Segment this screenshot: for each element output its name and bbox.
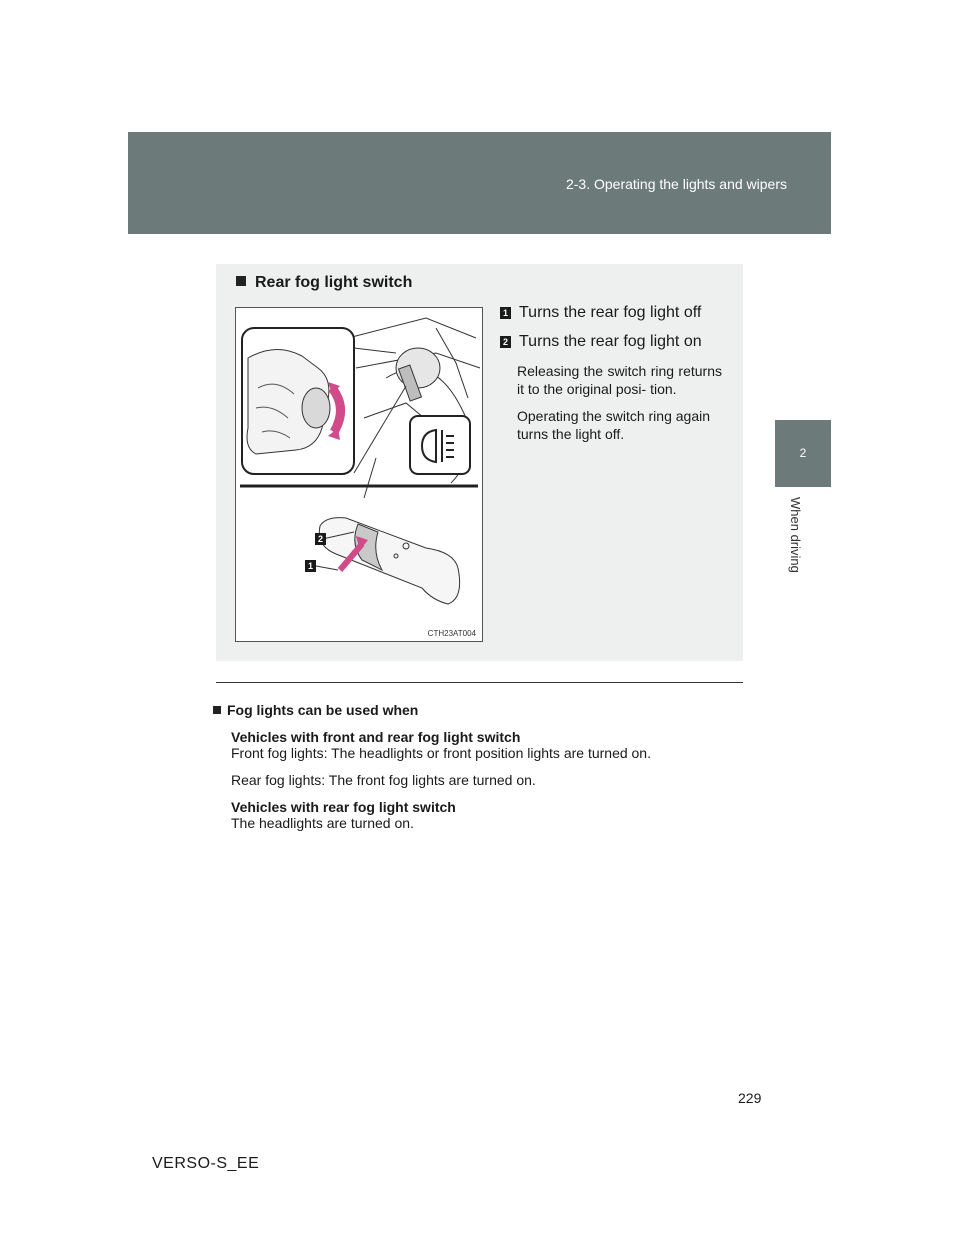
square-bullet-icon (236, 276, 246, 286)
step-number-badge: 2 (500, 336, 511, 348)
figure-label-1: 1 (305, 560, 316, 572)
info-block (231, 772, 753, 788)
info-text: Rear fog lights: The front fog lights are turned on. (231, 772, 536, 788)
header-band (128, 132, 831, 234)
info-subheading: Vehicles with rear fog light switch (231, 799, 456, 815)
switch-illustration (235, 307, 483, 642)
info-block (231, 729, 753, 761)
step-list (500, 304, 720, 443)
info-text: Front fog lights: The headlights or front position lights are turned on. (231, 745, 651, 761)
panel-heading-text: Rear fog light switch (255, 274, 413, 291)
page-number: 229 (738, 1090, 762, 1106)
step-text: Turns the rear fog light off (519, 304, 702, 321)
step-text: Turns the rear fog light on (519, 333, 702, 350)
section-title: 2-3. Operating the lights and wipers (565, 176, 787, 192)
info-heading-text: Fog lights can be used when (227, 702, 419, 718)
square-bullet-icon (213, 706, 221, 714)
panel-heading (236, 274, 412, 292)
fog-lights-info (213, 702, 753, 831)
chapter-tab-label-text: When driving (788, 497, 803, 573)
chapter-tab-number: 2 (775, 420, 831, 487)
figure-code: CTH23AT004 (427, 629, 476, 638)
section-divider (216, 682, 743, 683)
step-item (500, 333, 720, 351)
info-heading (213, 702, 753, 718)
info-block (231, 799, 753, 831)
step-number-badge: 1 (500, 307, 511, 319)
figure-label-2: 2 (315, 533, 326, 545)
info-text: The headlights are turned on. (231, 815, 414, 831)
info-subheading: Vehicles with front and rear fog light switch (231, 729, 521, 745)
switch-illustration-drawing (236, 308, 482, 641)
rear-fog-switch-panel (216, 264, 743, 661)
step-note: Operating the switch ring again turns the light off. (517, 408, 710, 442)
chapter-tab-label (775, 487, 831, 787)
step-note: Releasing the switch ring returns it to the original posi- tion. (517, 363, 722, 397)
footer-code: VERSO-S_EE (152, 1155, 260, 1172)
step-item (500, 304, 720, 322)
